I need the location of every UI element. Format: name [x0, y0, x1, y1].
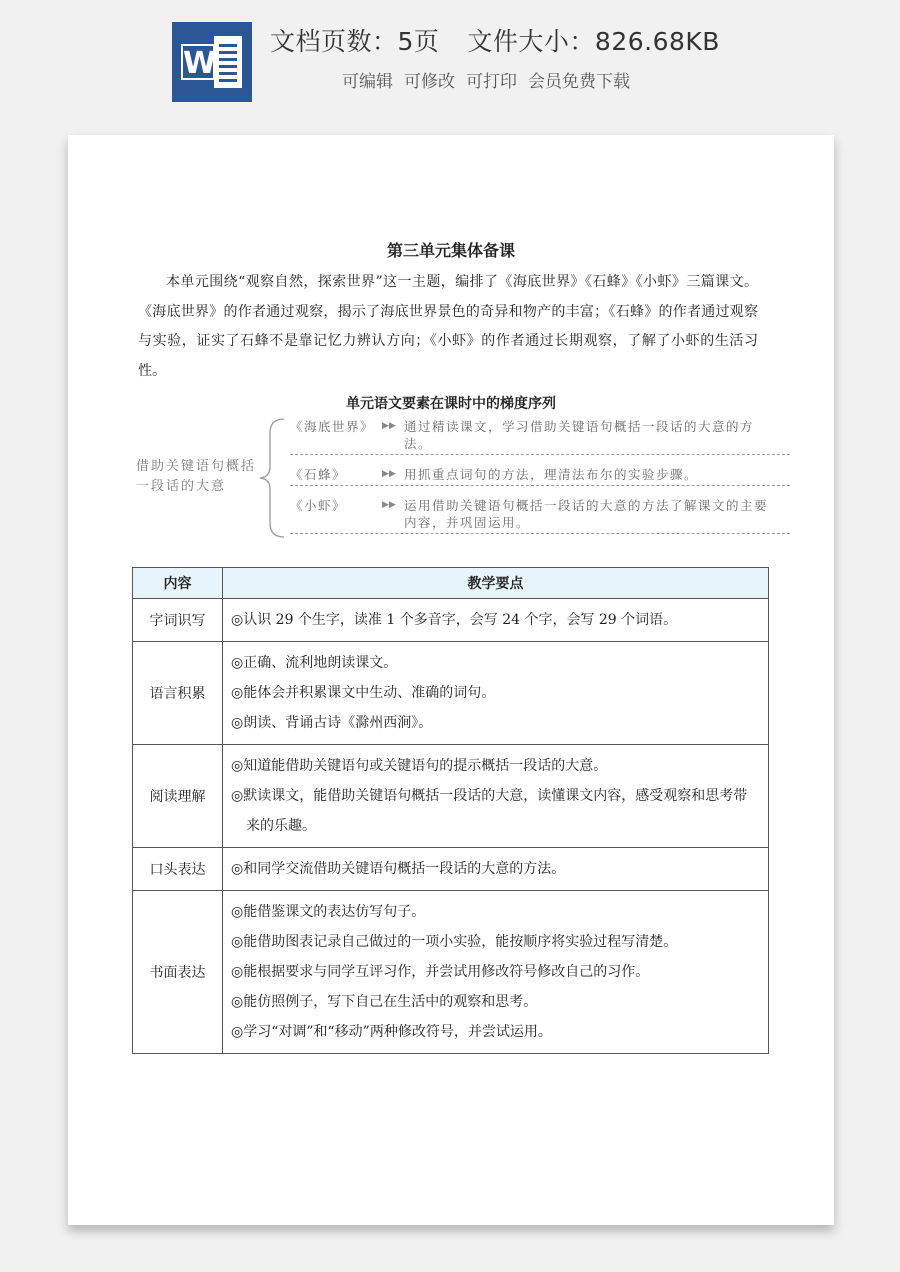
teaching-point: ◎学习“对调”和“移动”两种修改符号，并尝试运用。 — [231, 1024, 552, 1040]
file-size: 文件大小：826.68KB — [467, 27, 720, 56]
word-document-icon — [172, 22, 252, 102]
download-banner — [0, 0, 900, 118]
sequence-lesson: 《石蜂》 — [290, 467, 347, 482]
row-category: 书面表达 — [133, 891, 223, 1054]
table-row — [133, 891, 769, 1054]
arrow-icon: ▶▶ — [382, 421, 396, 431]
teaching-point: ◎和同学交流借助关键语句概括一段话的大意的方法。 — [231, 861, 566, 877]
feature-tags — [342, 67, 630, 92]
teaching-point: ◎知道能借助关键语句或关键语句的提示概括一段话的大意。 — [231, 758, 608, 774]
sequence-topic: 借助关键语句概括一段话的大意 — [136, 459, 257, 494]
row-category: 语言积累 — [133, 642, 223, 745]
teaching-point: ◎默读课文，能借助关键语句概括一段话的大意，读懂课文内容，感受观察和思考带来的乐趣。 — [231, 788, 748, 834]
row-points — [223, 848, 769, 891]
arrow-icon: ▶▶ — [382, 469, 396, 479]
sequence-desc: 通过精读课文，学习借助关键语句概括一段话的大意的方法。 — [404, 419, 755, 451]
table-row — [133, 599, 769, 642]
row-category: 阅读理解 — [133, 745, 223, 848]
teaching-point: ◎能仿照例子，写下自己在生活中的观察和思考。 — [231, 994, 538, 1010]
word-letter-icon: W — [183, 46, 217, 81]
sequence-lesson: 《海底世界》 — [290, 419, 375, 434]
teaching-point: ◎正确、流利地朗读课文。 — [231, 655, 398, 671]
header-teaching-points: 教学要点 — [223, 568, 769, 599]
sequence-item — [290, 497, 790, 534]
sequence-desc: 用抓重点词句的方法，理清法布尔的实验步骤。 — [404, 467, 699, 482]
teaching-points-table — [132, 567, 769, 1054]
tag-modifiable: 可修改 — [404, 72, 455, 92]
tag-printable: 可打印 — [466, 72, 517, 92]
document-lines-icon — [214, 36, 242, 88]
sequence-desc: 运用借助关键语句概括一段话的大意的方法了解课文的主要内容，并巩固运用。 — [404, 498, 769, 530]
document-page — [68, 135, 834, 1225]
tag-editable: 可编辑 — [342, 72, 393, 92]
document-title: 第三单元集体备课 — [386, 241, 515, 260]
document-info — [270, 22, 720, 58]
sequence-item — [290, 418, 790, 455]
page-count: 文档页数：5页 — [270, 27, 440, 56]
row-points — [223, 745, 769, 848]
row-points — [223, 642, 769, 745]
teaching-point: ◎能借助图表记录自己做过的一项小实验，能按顺序将实验过程写清楚。 — [231, 934, 678, 950]
sequence-title: 单元语文要素在课时中的梯度序列 — [346, 396, 556, 412]
arrow-icon: ▶▶ — [382, 500, 396, 510]
sequence-item — [290, 466, 790, 486]
table-row — [133, 745, 769, 848]
table-header-row — [133, 568, 769, 599]
brace-icon — [256, 417, 288, 539]
row-points — [223, 599, 769, 642]
row-category: 口头表达 — [133, 848, 223, 891]
table-row — [133, 848, 769, 891]
header-content: 内容 — [133, 568, 223, 599]
teaching-point: ◎朗读、背诵古诗《滁州西涧》。 — [231, 715, 433, 731]
teaching-point: ◎能根据要求与同学互评习作，并尝试用修改符号修改自己的习作。 — [231, 964, 650, 980]
tag-member-download: 会员免费下载 — [528, 72, 630, 92]
table-row — [133, 642, 769, 745]
teaching-point: ◎认识 29 个生字，读准 1 个多音字，会写 24 个字，会写 29 个词语。 — [231, 612, 678, 628]
intro-paragraph: 本单元围绕“观察自然，探索世界”这一主题，编排了《海底世界》《石蜂》《小虾》三篇课文。《海底世界》的作者通过观察，揭示了海底世界景色的奇异和物产的丰富；《石蜂》的作者通过观察与实验，证实了石蜂不是靠记忆力辨认方向；《小虾》的作者通过长期观察，了解了小虾的生活习性。 — [138, 274, 758, 379]
teaching-point: ◎能体会并积累课文中生动、准确的词句。 — [231, 685, 496, 701]
teaching-point: ◎能借鉴课文的表达仿写句子。 — [231, 904, 426, 920]
row-points — [223, 891, 769, 1054]
row-category: 字词识写 — [133, 599, 223, 642]
sequence-lesson: 《小虾》 — [290, 498, 347, 513]
